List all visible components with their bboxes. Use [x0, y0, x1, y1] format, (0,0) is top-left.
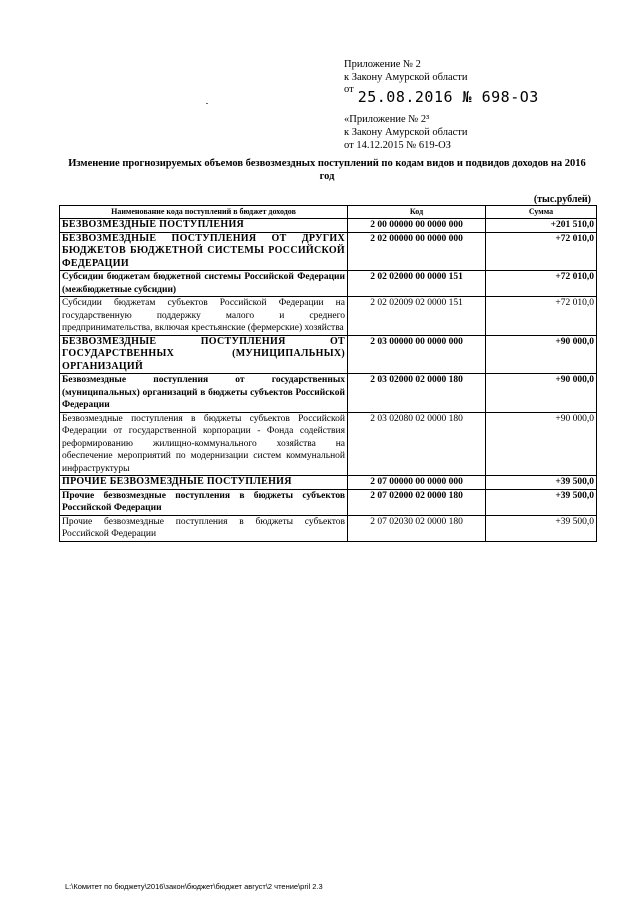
row-name: Прочие безвозмездные поступления в бюджеты субъектов Российской Федерации: [60, 489, 348, 515]
table-row: [60, 412, 597, 476]
row-sum: +90 000,0: [486, 335, 597, 374]
row-name: Субсидии бюджетам бюджетной системы Российской Федерации (межбюджетные субсидии): [60, 271, 348, 297]
row-sum: +39 500,0: [486, 476, 597, 490]
law-reference: к Закону Амурской области: [344, 72, 468, 83]
table-row: [60, 219, 597, 233]
row-code: 2 07 00000 00 0000 000: [348, 476, 486, 490]
row-code: 2 02 02009 02 0000 151: [348, 297, 486, 336]
row-code: 2 02 00000 00 0000 000: [348, 232, 486, 271]
table-row: [60, 271, 597, 297]
unit-label: (тыс.рублей): [533, 194, 591, 205]
row-code: 2 07 02030 02 0000 180: [348, 515, 486, 541]
table-row: [60, 335, 597, 374]
table-row: [60, 232, 597, 271]
stamp-number: 25.08.2016 № 698-ОЗ: [357, 88, 539, 106]
row-sum: +90 000,0: [486, 412, 597, 476]
document-title: Изменение прогнозируемых объемов безвозмездных поступлений по кодам видов и подвидов доходов на 2016 год: [68, 158, 586, 182]
row-code: 2 03 02000 02 0000 180: [348, 374, 486, 413]
row-sum: +201 510,0: [486, 219, 597, 233]
row-code: 2 03 00000 00 0000 000: [348, 335, 486, 374]
row-sum: +90 000,0: [486, 374, 597, 413]
row-name: Прочие безвозмездные поступления в бюджеты субъектов Российской Федерации: [60, 515, 348, 541]
row-code: 2 03 02080 02 0000 180: [348, 412, 486, 476]
prev-appendix-label: «Приложение № 2³: [344, 114, 430, 125]
row-code: 2 07 02000 02 0000 180: [348, 489, 486, 515]
column-header-sum: Сумма: [486, 206, 597, 219]
scan-speck: [206, 103, 208, 104]
file-path-footer: L:\Комитет по бюджету\2016\закон\бюджет\бюджет август\2 чтение\pril 2.3: [65, 882, 323, 891]
row-name: Безвозмездные поступления в бюджеты субъектов Российской Федерации от государственной корпорации - Фонда содействия реформированию жилищно-коммунального хозяйства на обеспечение мероприятий по модернизации систем коммунальной инфраструктуры: [60, 412, 348, 476]
date-number-stamp: [344, 84, 539, 106]
row-name: БЕЗВОЗМЕЗДНЫЕ ПОСТУПЛЕНИЯ: [60, 219, 348, 233]
table-row: [60, 297, 597, 336]
column-header-code: Код: [348, 206, 486, 219]
row-sum: +72 010,0: [486, 271, 597, 297]
row-name: Безвозмездные поступления от государственных (муниципальных) организаций в бюджеты субъектов Российской Федерации: [60, 374, 348, 413]
revenue-table: [59, 205, 597, 542]
prev-law-reference: к Закону Амурской области: [344, 127, 468, 138]
prev-law-date: от 14.12.2015 № 619-ОЗ: [344, 140, 451, 151]
column-header-name: Наименование кода поступлений в бюджет доходов: [60, 206, 348, 219]
row-code: 2 02 02000 00 0000 151: [348, 271, 486, 297]
row-name: ПРОЧИЕ БЕЗВОЗМЕЗДНЫЕ ПОСТУПЛЕНИЯ: [60, 476, 348, 490]
row-sum: +39 500,0: [486, 515, 597, 541]
row-sum: +39 500,0: [486, 489, 597, 515]
appendix-label: Приложение № 2: [344, 59, 421, 70]
row-code: 2 00 00000 00 0000 000: [348, 219, 486, 233]
row-name: Субсидии бюджетам субъектов Российской Федерации на государственную поддержку малого и среднего предпринимательства, включая крестьянские (фермерские) хозяйства: [60, 297, 348, 336]
row-sum: +72 010,0: [486, 297, 597, 336]
row-name: БЕЗВОЗМЕЗДНЫЕ ПОСТУПЛЕНИЯ ОТ ДРУГИХ БЮДЖЕТОВ БЮДЖЕТНОЙ СИСТЕМЫ РОССИЙСКОЙ ФЕДЕРАЦИИ: [60, 232, 348, 271]
table-header-row: [60, 206, 597, 219]
row-sum: +72 010,0: [486, 232, 597, 271]
table-row: [60, 476, 597, 490]
table-row: [60, 374, 597, 413]
stamp-prefix: от: [344, 84, 354, 95]
row-name: БЕЗВОЗМЕЗДНЫЕ ПОСТУПЛЕНИЯ ОТ ГОСУДАРСТВЕННЫХ (МУНИЦИПАЛЬНЫХ) ОРГАНИЗАЦИЙ: [60, 335, 348, 374]
table-row: [60, 515, 597, 541]
table-row: [60, 489, 597, 515]
